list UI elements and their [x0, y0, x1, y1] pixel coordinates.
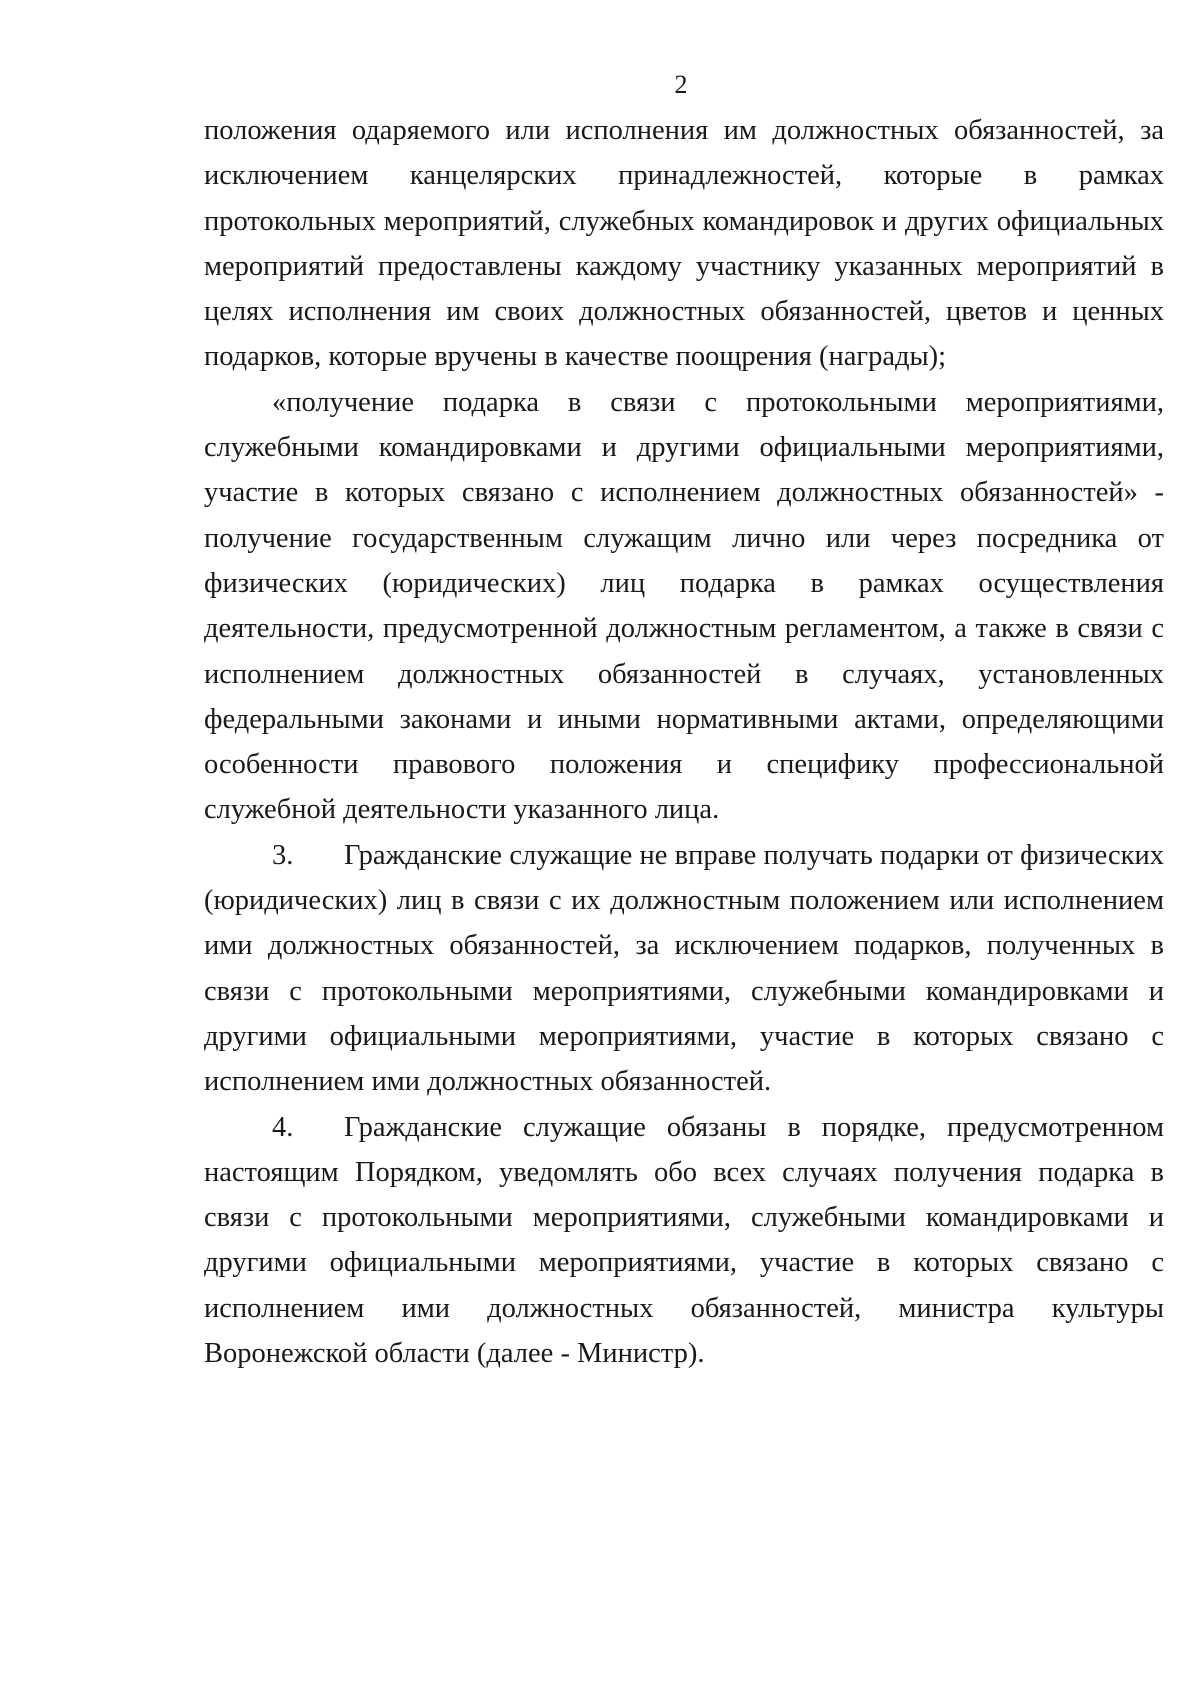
item-text: Гражданские служащие не вправе получать подарки от физических (юридических) лиц в связи с их должностным положением или исполнением ими должностных обязанностей, за исключением подарков, полученных в связи с протокольными мероприятиями, служебными командировками и другими официальными мероприятиями, участие в которых связано с исполнением ими должностных обязанностей.	[204, 839, 1164, 1098]
item-number: 3.	[272, 839, 294, 871]
item-number: 4.	[272, 1111, 294, 1143]
paragraph-definition: «получение подарка в связи с протокольными мероприятиями, служебными командировками и другими официальными мероприятиями, участие в которых связано с исполнением должностных обязанностей» - получение государственным служащим лично или через посредника от физических (юридических) лиц подарка в рамках осуществления деятельности, предусмотренной должностным регламентом, а также в связи с исполнением должностных обязанностей в случаях, установленных федеральными законами и иными нормативными актами, определяющими особенности правового положения и специфику профессиональной служебной деятельности указанного лица.	[204, 386, 1164, 826]
item-text: Гражданские служащие обязаны в порядке, предусмотренном настоящим Порядком, уведомлять обо всех случаях получения подарка в связи с протокольными мероприятиями, служебными командировками и другими официальными мероприятиями, участие в которых связано с исполнением ими должностных обязанностей, министра культуры Воронежской области (далее - Министр).	[204, 1111, 1164, 1370]
numbered-item-3	[204, 833, 1164, 1105]
numbered-item-4	[204, 1105, 1164, 1377]
page-number: 2	[674, 70, 688, 99]
paragraph-continuation: положения одаряемого или исполнения им должностных обязанностей, за исключением канцелярских принадлежностей, которые в рамках протокольных мероприятий, служебных командировок и других официальных мероприятий предоставлены каждому участнику указанных мероприятий в целях исполнения им своих должностных обязанностей, цветов и ценных подарков, которые вручены в качестве поощрения (награды);	[204, 115, 1164, 373]
document-body	[204, 108, 1164, 1376]
